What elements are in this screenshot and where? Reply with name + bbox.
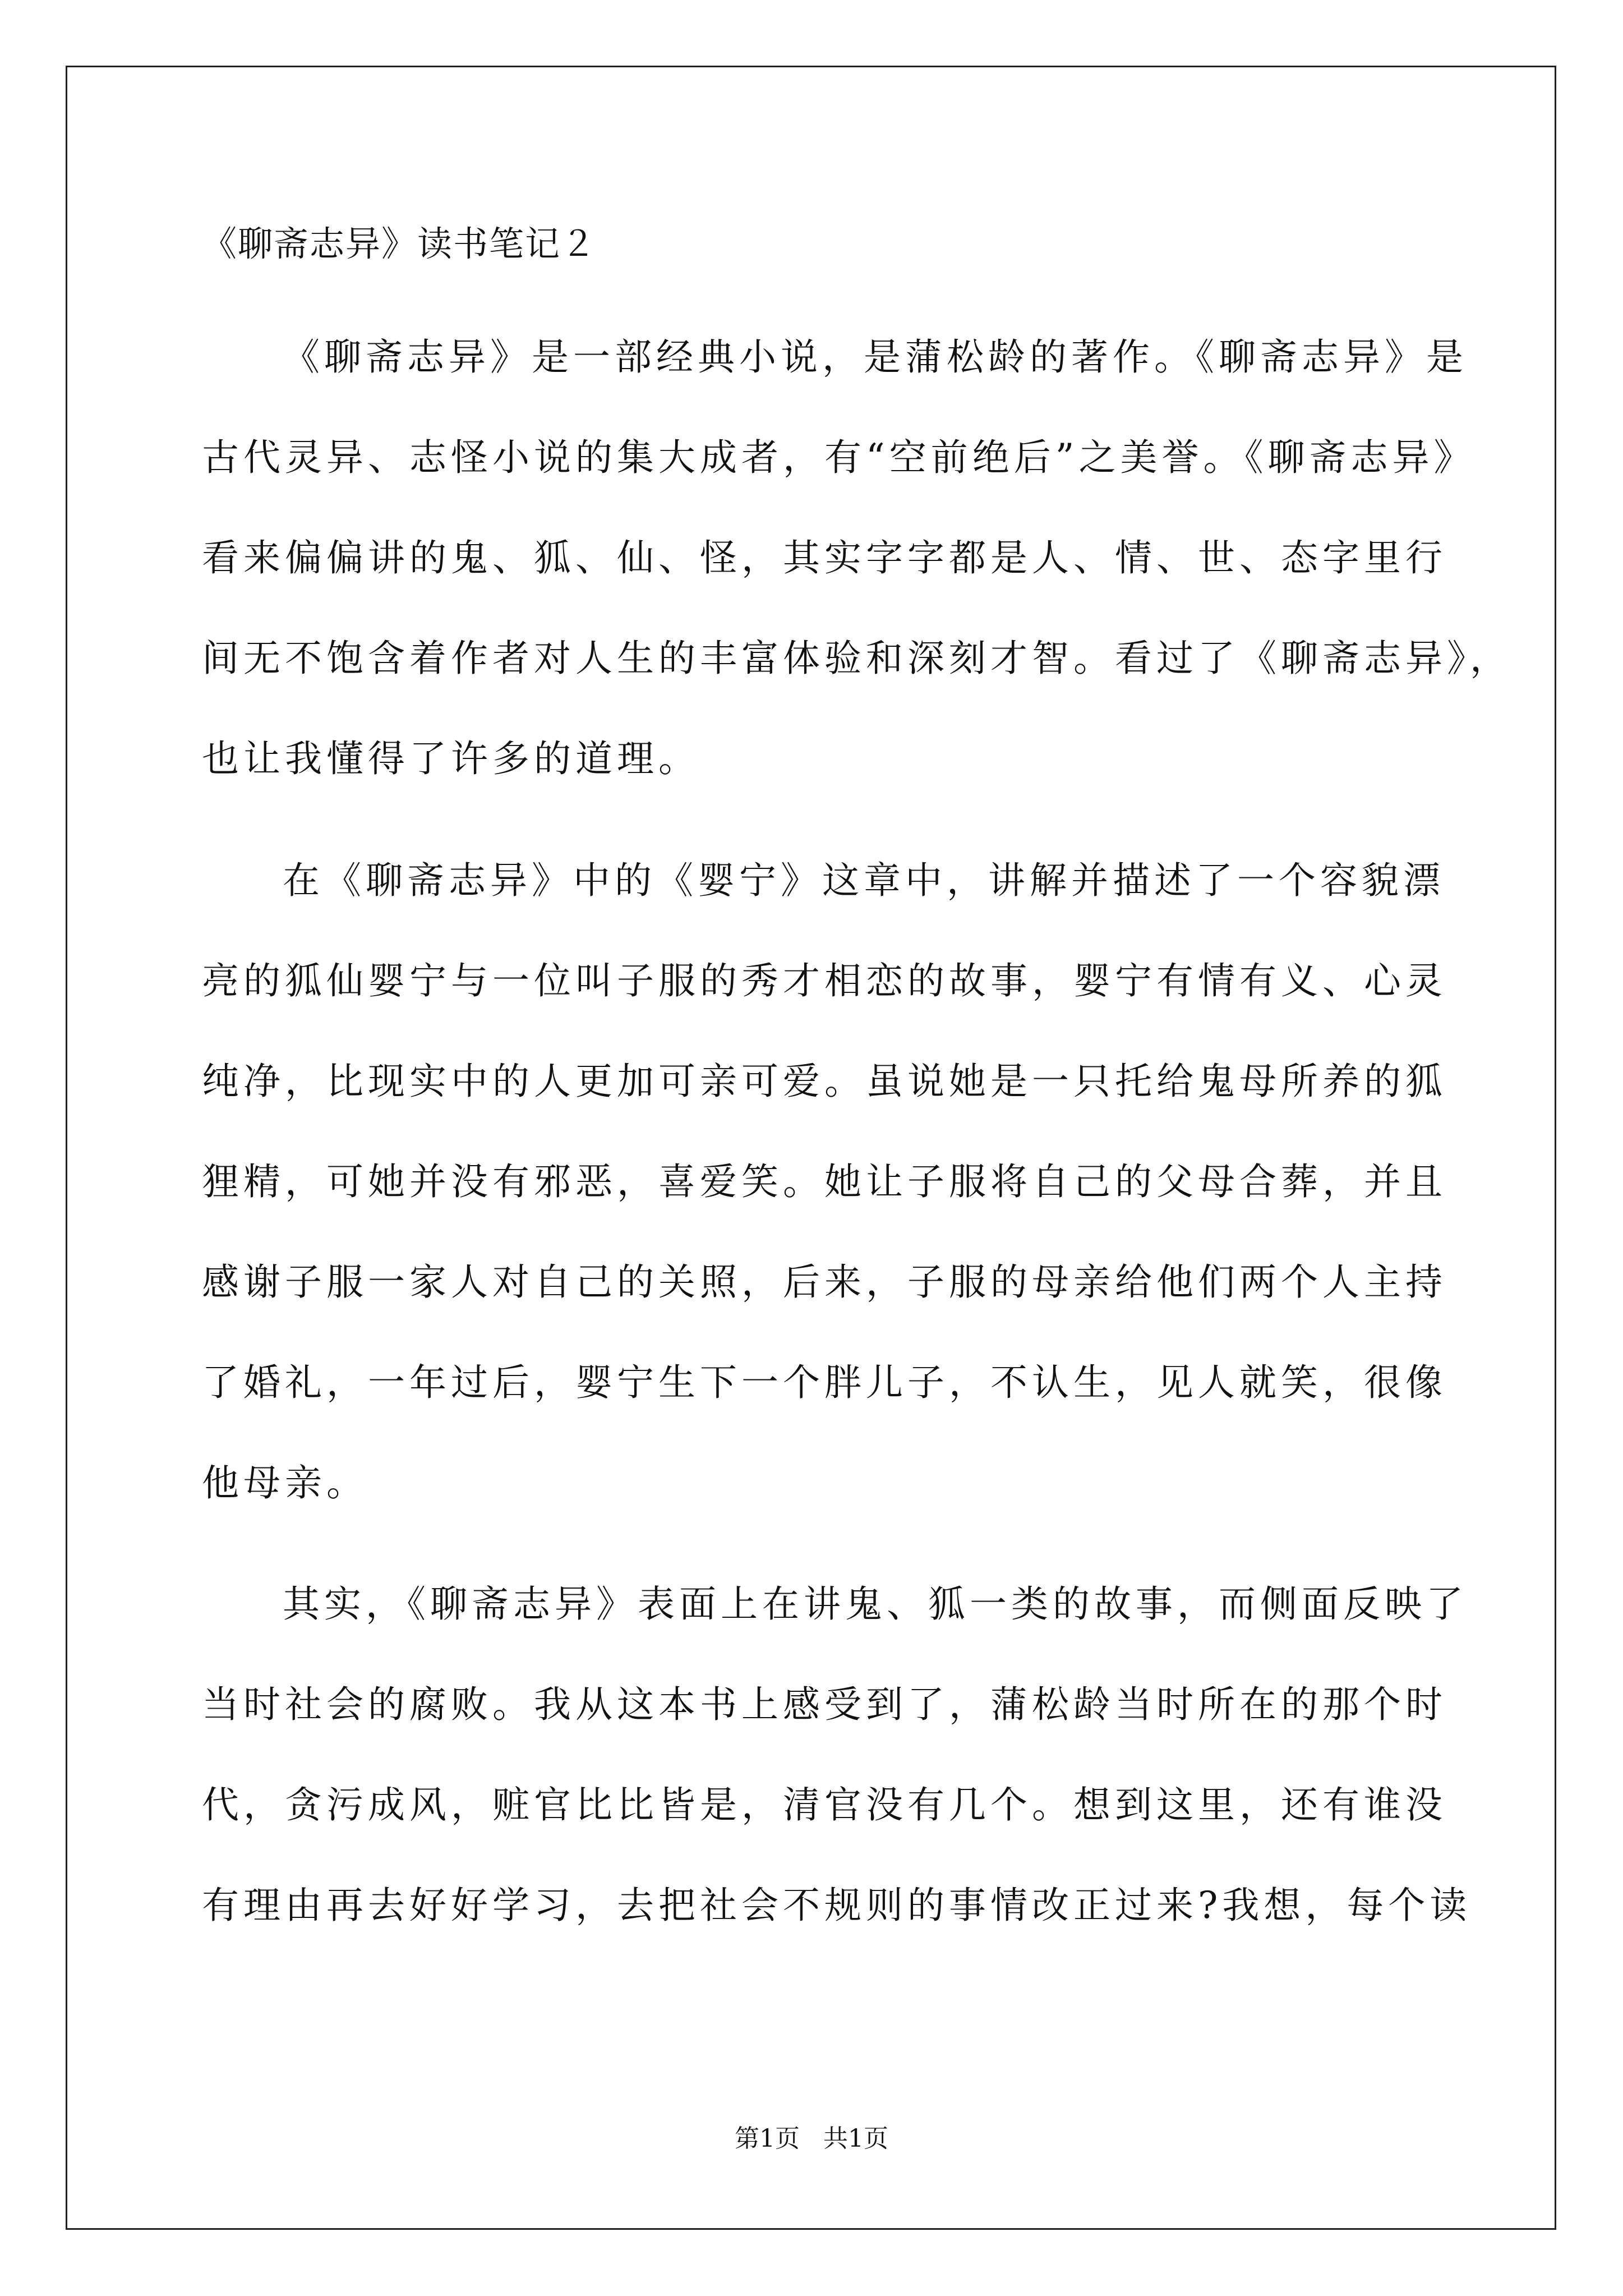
text-line: 感谢子服一家人对自己的关照，后来，子服的母亲给他们两个人主持	[202, 1260, 1447, 1304]
text-line: 狸精，可她并没有邪恶，喜爱笑。她让子服将自己的父母合葬，并且	[202, 1160, 1447, 1203]
text-line: 代，贪污成风，赃官比比皆是，清官没有几个。想到这里，还有谁没	[202, 1783, 1447, 1826]
text-line: 纯净，比现实中的人更加可亲可爱。虽说她是一只托给鬼母所养的狐	[202, 1060, 1447, 1103]
text-line: 其实，《聊斋志异》表面上在讲鬼、狐一类的故事，而侧面反映了	[283, 1582, 1468, 1626]
document-title: 《聊斋志异》读书笔记２	[202, 223, 597, 264]
text-line: 间无不饱含着作者对人生的丰富体验和深刻才智。看过了《聊斋志异》，	[202, 637, 1511, 680]
text-line: 也让我懂得了许多的道理。	[202, 737, 700, 780]
text-line: 亮的狐仙婴宁与一位叫子服的秀才相恋的故事，婴宁有情有义、心灵	[202, 959, 1447, 1002]
text-line: 《聊斋志异》是一部经典小说，是蒲松龄的著作。《聊斋志异》是	[283, 335, 1468, 379]
text-line: 了婚礼，一年过后，婴宁生下一个胖儿子，不认生，见人就笑，很像	[202, 1361, 1447, 1404]
text-line: 当时社会的腐败。我从这本书上感受到了，蒲松龄当时所在的那个时	[202, 1683, 1447, 1726]
text-line: 古代灵异、志怪小说的集大成者，有“空前绝后”之美誉。《聊斋志异》	[202, 436, 1476, 479]
text-line: 在《聊斋志异》中的《婴宁》这章中，讲解并描述了一个容貌漂	[283, 859, 1445, 902]
page-footer: 第1页 共1页	[735, 2124, 888, 2153]
text-line: 有理由再去好好学习，去把社会不规则的事情改正过来?我想，每个读	[202, 1884, 1472, 1927]
text-line: 看来偏偏讲的鬼、狐、仙、怪，其实字字都是人、情、世、态字里行	[202, 536, 1447, 579]
text-line: 他母亲。	[202, 1461, 368, 1504]
